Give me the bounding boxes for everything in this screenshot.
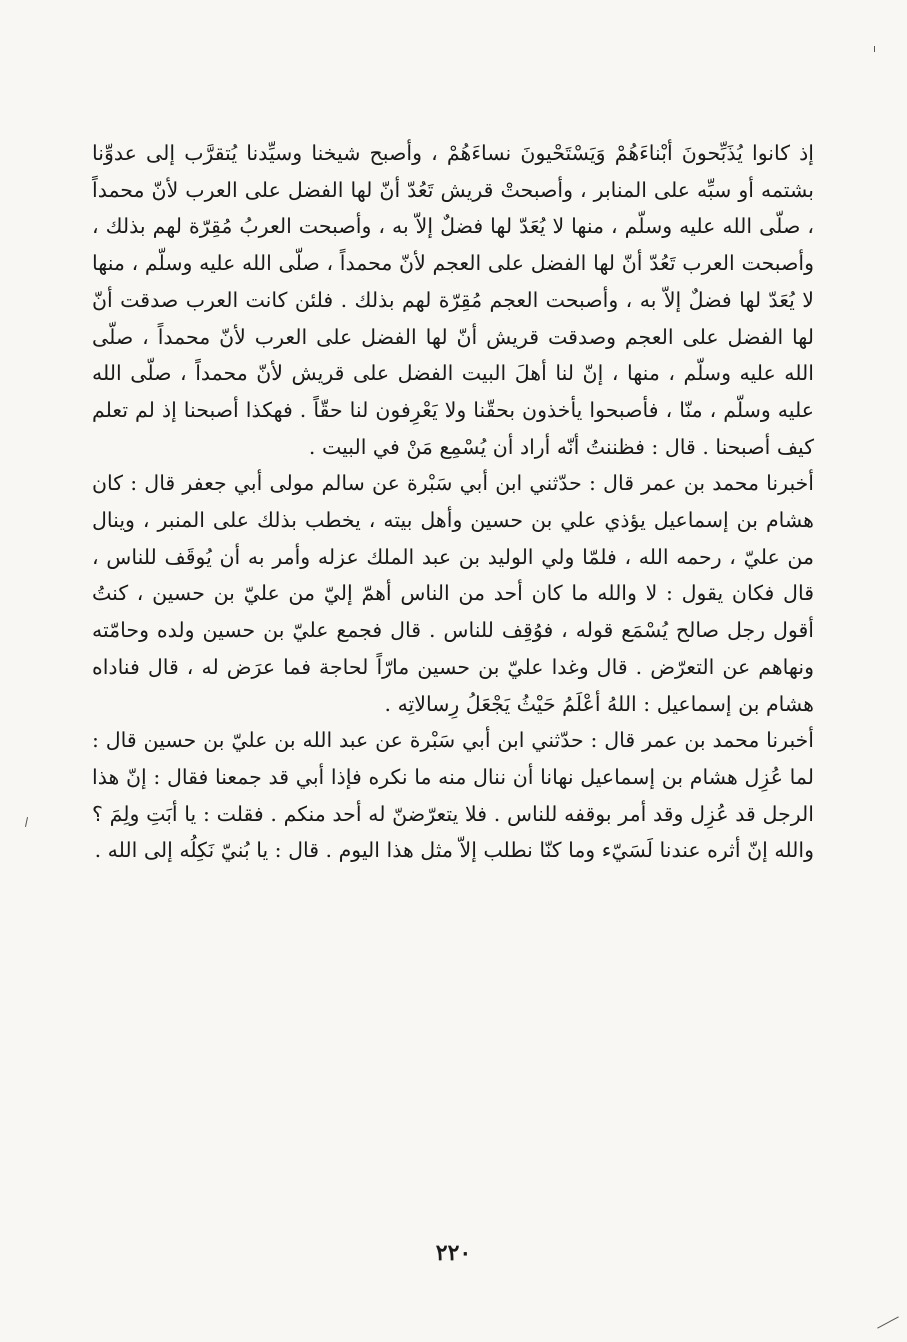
scan-speck bbox=[874, 46, 875, 52]
paragraph-1: إذ كانوا يُذَبِّحونَ أبْناءَهُمْ وَيَسْتَحْيونَ نساءَهُمْ ، وأصبح شيخنا وسيِّدنا يُتقرَّب إلى عدوِّنا بشتمه أو سبِّه على المنابر ، وأصبحتْ قريش تَعُدّ أنّ لها الفضل على العرب لأنّ محمداً ، صلّى الله عليه وسلّم ، منها لا يُعَدّ لها فضلٌ إلاّ به ، وأصبحت العربُ مُقِرّة لهم بذلك ، وأصبحت العرب تَعُدّ أنّ لها الفضل على العجم لأنّ محمداً ، صلّى الله عليه وسلّم ، منها لا يُعَدّ لها فضلٌ إلاّ به ، وأصبحت العجم مُقِرّة لهم بذلك . فلئن كانت العرب صدقت أنّ لها الفضل على العجم وصدقت قريش أنّ لها الفضل على العرب لأنّ محمداً ، صلّى الله عليه وسلّم ، منها ، إنّ لنا أهلَ البيت الفضل على قريش لأنّ محمداً ، صلّى الله عليه وسلّم ، منّا ، فأصبحوا يأخذون بحقّنا ولا يَعْرِفون لنا حقّاً . فهكذا أصبحنا إذ لم تعلم كيف أصبحنا . قال : فظننتُ أنّه أراد أن يُسْمِع مَنْ في البيت . bbox=[92, 141, 814, 459]
paragraph-3: أخبرنا محمد بن عمر قال : حدّثني ابن أبي سَبْرة عن عبد الله بن عليّ بن حسين قال : لما عُزِل هشام بن إسماعيل نهانا أن ننال منه ما نكره فإذا أبي قد جمعنا فقال : إنّ هذا الرجل قد عُزِل وقد أمر بوقفه للناس . فلا يتعرّضنّ له أحد منكم . فقلت : يا أبَتِ ولِمَ ؟ والله إنّ أثره عندنا لَسَيّء وما كنّا نطلب إلاّ مثل هذا اليوم . قال : يا بُنيّ نَكِلُه إلى الله . bbox=[92, 728, 814, 863]
scan-speck bbox=[25, 817, 28, 827]
body-text bbox=[92, 135, 814, 869]
page-number: ٢٢٠ bbox=[435, 1240, 472, 1266]
paragraph-2: أخبرنا محمد بن عمر قال : حدّثني ابن أبي سَبْرة عن سالم مولى أبي جعفر قال : كان هشام بن إسماعيل يؤذي علي بن حسين وأهل بيته ، يخطب بذلك على المنبر ، وينال من عليّ ، رحمه الله ، فلمّا ولي الوليد بن عبد الملك عزله وأمر به أن يُوقَف للناس ، قال فكان يقول : لا والله ما كان أحد من الناس أهمّ إليّ من عليّ بن حسين ، كنتُ أقول رجل صالح يُسْمَع قوله ، فوُقِف للناس . قال فجمع عليّ بن حسين ولده وحامّته ونهاهم عن التعرّض . قال وغدا عليّ بن حسين مارّاً لحاجة فما عرَض له ، قال فناداه هشام بن إسماعيل : اللهُ أعْلَمُ حَيْثُ يَجْعَلُ رِسالاتِه . bbox=[92, 471, 814, 716]
scan-speck bbox=[877, 1316, 899, 1328]
